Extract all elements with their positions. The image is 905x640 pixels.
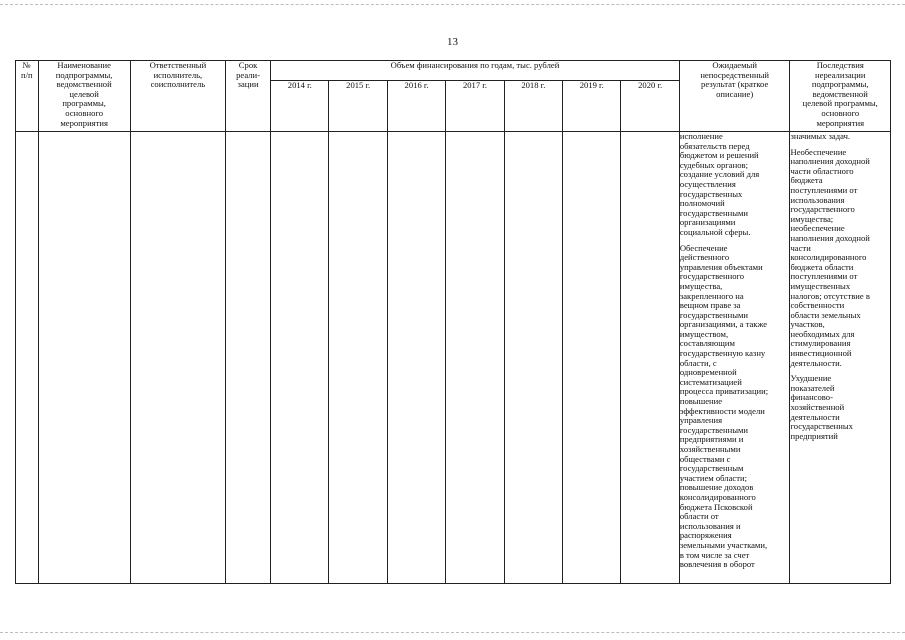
header-year-2014: 2014 г. xyxy=(271,81,329,132)
consequences-paragraph: Необеспечение наполнения доходной части областного бюджета поступлениями от использования государственного имущества; необеспечение наполнения доходной части консолидированного бюджета области поступлениями от имущественных налогов; отсутствие в собственности области земельных участков, необходимых для стимулирования инвестиционной деятельности. xyxy=(790,146,870,368)
funding-table xyxy=(15,60,891,584)
cell-responsible xyxy=(130,132,225,584)
header-name: Наименование подпрограммы, ведомственной целевой программы, основного мероприятия xyxy=(38,61,130,132)
header-term: Срок реали- зации xyxy=(226,61,271,132)
cell-term xyxy=(226,132,271,584)
header-funding: Объем финансирования по годам, тыс. рублей xyxy=(271,61,680,81)
header-year-2015: 2015 г. xyxy=(329,81,387,132)
header-num: № п/п xyxy=(16,61,39,132)
table-row xyxy=(16,132,891,584)
cell-2020 xyxy=(621,132,679,584)
scan-edge-bottom xyxy=(0,632,905,633)
header-responsible: Ответственный исполнитель, соисполнитель xyxy=(130,61,225,132)
header-year-2018: 2018 г. xyxy=(504,81,562,132)
cell-consequences xyxy=(790,132,891,584)
cell-2014 xyxy=(271,132,329,584)
cell-2015 xyxy=(329,132,387,584)
header-year-2016: 2016 г. xyxy=(387,81,445,132)
consequences-paragraph: значимых задач. xyxy=(790,131,851,141)
header-result: Ожидаемый непосредственный результат (краткое описание) xyxy=(679,61,790,132)
header-consequences: Последствия нереализации подпрограммы, ведомственной целевой программы, основного мероприятия xyxy=(790,61,891,132)
page-number: 13 xyxy=(447,36,458,48)
result-paragraph: исполнение обязательств перед бюджетом и решений судебных органов; создание условий для осуществления государственных полномочий государственными организациями социальной сферы. xyxy=(679,131,760,237)
header-year-2019: 2019 г. xyxy=(563,81,621,132)
cell-num xyxy=(16,132,39,584)
cell-2017 xyxy=(446,132,504,584)
cell-2018 xyxy=(504,132,562,584)
header-year-2020: 2020 г. xyxy=(621,81,679,132)
consequences-paragraph: Ухудшение показателей финансово- хозяйственной деятельности государственных предприятий xyxy=(790,373,853,441)
cell-name xyxy=(38,132,130,584)
cell-2019 xyxy=(563,132,621,584)
cell-result xyxy=(679,132,790,584)
cell-2016 xyxy=(387,132,445,584)
scan-edge-top xyxy=(0,4,905,5)
result-paragraph: Обеспечение действенного управления объектами государственного имущества, закрепленного на вещном праве за государственными организациями, а также имуществом, составляющим государственную казну области, с одновременной систематизацией процесса приватизации; повышение эффективности модели управления государственными предприятиями и хозяйственными обществами с государственным участием области; повышение доходов консолидированного бюджета Псковской области от использования и распоряжения земельными участками, в том числе за счет вовлечения в оборот xyxy=(679,242,769,570)
header-year-2017: 2017 г. xyxy=(446,81,504,132)
